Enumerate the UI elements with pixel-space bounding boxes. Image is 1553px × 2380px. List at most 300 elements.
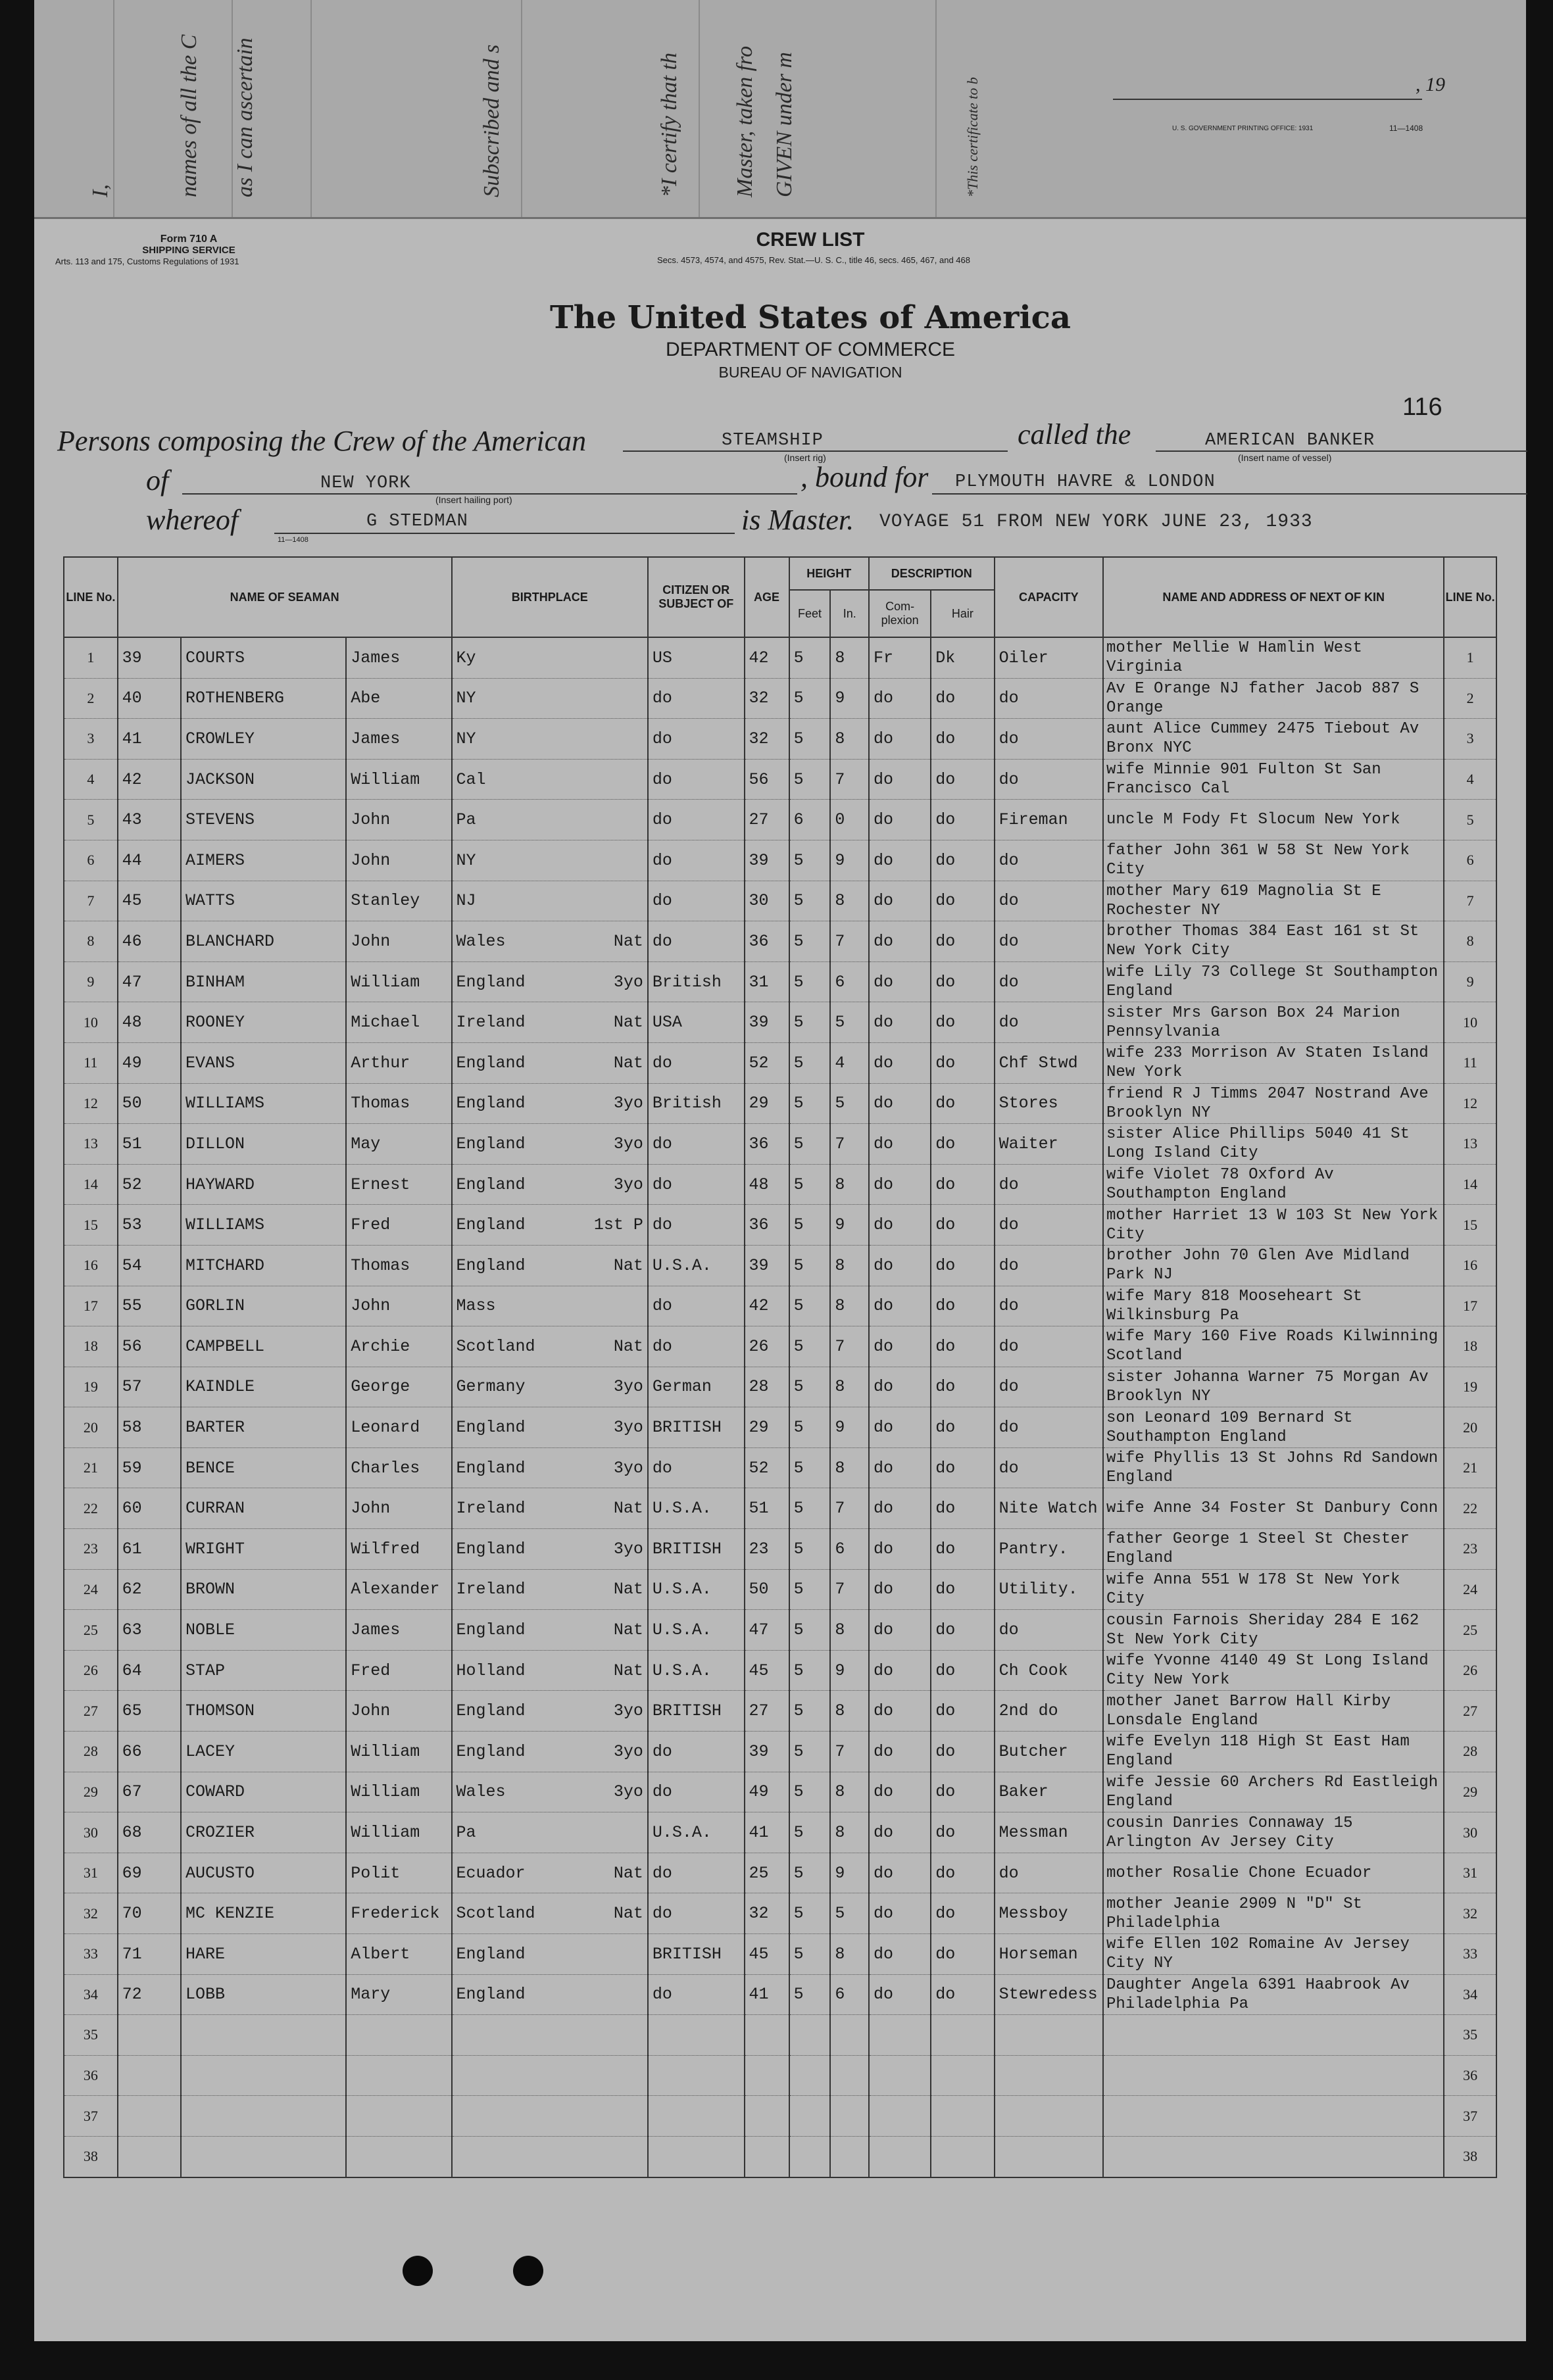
table-row (64, 881, 1496, 921)
birthplace-value: England (456, 1701, 526, 1721)
birthplace-value: Pa (456, 810, 476, 830)
birthplace (452, 1447, 648, 1488)
height-inches: 8 (830, 1286, 869, 1326)
line-number-right: 8 (1444, 921, 1496, 962)
seaman-surname: COURTS (181, 637, 346, 678)
complexion: do (869, 1488, 931, 1529)
birthplace-value: Scotland (456, 1336, 535, 1356)
citizenship: U.S.A. (648, 1245, 745, 1286)
seaman-given-name: Wilfred (346, 1529, 451, 1570)
bureau-heading: BUREAU OF NAVIGATION (718, 364, 902, 381)
citizenship: BRITISH (648, 1529, 745, 1570)
citizenship: U.S.A. (648, 1812, 745, 1853)
line-number-right: 22 (1444, 1488, 1496, 1529)
age: 42 (745, 1286, 789, 1326)
height-inches: 5 (830, 1893, 869, 1934)
height-feet: 5 (789, 1205, 831, 1246)
crew-number: 39 (118, 637, 181, 678)
age: 51 (745, 1488, 789, 1529)
flap-form-code: 11—1408 (1389, 124, 1423, 133)
table-row (64, 1367, 1496, 1407)
line-number-right: 24 (1444, 1569, 1496, 1610)
line-number-right: 33 (1444, 1934, 1496, 1975)
table-row (64, 800, 1496, 840)
capacity: do (995, 840, 1103, 881)
table-row (64, 1974, 1496, 2015)
height-feet: 5 (789, 1893, 831, 1934)
line-number-right: 2 (1444, 678, 1496, 719)
hair: do (931, 1569, 994, 1610)
line-number-right: 21 (1444, 1447, 1496, 1488)
status-note: Nat (613, 1336, 643, 1356)
seaman-surname: AUCUSTO (181, 1853, 346, 1893)
seaman-surname: WILLIAMS (181, 1083, 346, 1124)
crew-number: 56 (118, 1326, 181, 1367)
seaman-surname: CROZIER (181, 1812, 346, 1853)
height-feet (789, 2055, 831, 2096)
crew-number: 50 (118, 1083, 181, 1124)
line-number: 22 (64, 1488, 118, 1529)
line-number: 6 (64, 840, 118, 881)
line-number: 12 (64, 1083, 118, 1124)
complexion: do (869, 1691, 931, 1732)
capacity: do (995, 921, 1103, 962)
seaman-surname: ROONEY (181, 1002, 346, 1043)
seaman-surname: MITCHARD (181, 1245, 346, 1286)
citizenship: do (648, 921, 745, 962)
birthplace (452, 1407, 648, 1448)
hair: do (931, 1650, 994, 1691)
status-note: 3yo (613, 1539, 643, 1559)
table-row (64, 637, 1496, 678)
height-feet: 5 (789, 1245, 831, 1286)
age: 52 (745, 1042, 789, 1083)
height-feet: 5 (789, 1164, 831, 1205)
crew-number (118, 2136, 181, 2177)
hair: do (931, 1286, 994, 1326)
seaman-given-name: Fred (346, 1650, 451, 1691)
citizenship: US (648, 637, 745, 678)
hair: do (931, 1164, 994, 1205)
citizenship: do (648, 1042, 745, 1083)
height-inches: 9 (830, 1853, 869, 1893)
birthplace (452, 1286, 648, 1326)
height-feet: 5 (789, 1853, 831, 1893)
hair: do (931, 921, 994, 962)
seaman-given-name: John (346, 840, 451, 881)
seaman-surname: BARTER (181, 1407, 346, 1448)
birthplace (452, 1691, 648, 1732)
rig-hint: (Insert rig) (784, 452, 826, 463)
citizenship (648, 2096, 745, 2137)
flap-text: names of all the C (177, 34, 201, 197)
table-row (64, 1245, 1496, 1286)
seaman-given-name: Fred (346, 1205, 451, 1246)
complexion: do (869, 1407, 931, 1448)
birthplace-value: England (456, 1741, 526, 1761)
birthplace (452, 840, 648, 881)
capacity: do (995, 1245, 1103, 1286)
next-of-kin: sister Alice Phillips 5040 41 St Long Island City (1103, 1124, 1444, 1165)
next-of-kin: cousin Danries Connaway 15 Arlington Av Jersey City (1103, 1812, 1444, 1853)
capacity: do (995, 881, 1103, 921)
table-row (64, 719, 1496, 760)
line-number-right: 1 (1444, 637, 1496, 678)
line-number: 13 (64, 1124, 118, 1165)
capacity (995, 2096, 1103, 2137)
birthplace (452, 719, 648, 760)
line-number: 35 (64, 2015, 118, 2056)
complexion: do (869, 1245, 931, 1286)
complexion: do (869, 1974, 931, 2015)
seaman-surname: CAMPBELL (181, 1326, 346, 1367)
seaman-surname: HARE (181, 1934, 346, 1975)
flap-text: GIVEN under m (772, 52, 797, 197)
capacity: do (995, 678, 1103, 719)
status-note: Nat (613, 1661, 643, 1680)
height-inches: 8 (830, 637, 869, 678)
citizenship: do (648, 1286, 745, 1326)
birthplace (452, 2096, 648, 2137)
crew-number (118, 2015, 181, 2056)
citizenship: U.S.A. (648, 1488, 745, 1529)
persons-composing-label: Persons composing the Crew of the American (57, 425, 587, 457)
height-feet: 5 (789, 961, 831, 1002)
height-inches (830, 2055, 869, 2096)
line-number: 29 (64, 1772, 118, 1812)
flap-text: as I can ascertain (233, 37, 257, 197)
height-inches: 6 (830, 961, 869, 1002)
capacity: Oiler (995, 637, 1103, 678)
table-row (64, 1893, 1496, 1934)
next-of-kin: Av E Orange NJ father Jacob 887 S Orange (1103, 678, 1444, 719)
birthplace (452, 1245, 648, 1286)
next-of-kin: wife Phyllis 13 St Johns Rd Sandown England (1103, 1447, 1444, 1488)
next-of-kin (1103, 2096, 1444, 2137)
line-number-right: 12 (1444, 1083, 1496, 1124)
height-feet: 5 (789, 1650, 831, 1691)
complexion: do (869, 1732, 931, 1772)
line-number-right: 19 (1444, 1367, 1496, 1407)
seaman-given-name: Ernest (346, 1164, 451, 1205)
seaman-surname: THOMSON (181, 1691, 346, 1732)
birthplace-value: Mass (456, 1296, 496, 1316)
flap-rule (113, 0, 114, 217)
citizenship: do (648, 840, 745, 881)
citizenship (648, 2055, 745, 2096)
complexion: do (869, 1002, 931, 1043)
height-inches: 4 (830, 1042, 869, 1083)
line-number: 23 (64, 1529, 118, 1570)
col-name-of-seaman: NAME OF SEAMAN (118, 557, 452, 637)
height-inches: 8 (830, 1164, 869, 1205)
height-inches: 0 (830, 800, 869, 840)
line-number: 5 (64, 800, 118, 840)
seaman-given-name: Leonard (346, 1407, 451, 1448)
complexion: do (869, 961, 931, 1002)
birthplace (452, 1812, 648, 1853)
capacity: Fireman (995, 800, 1103, 840)
hair (931, 2055, 994, 2096)
line-number: 38 (64, 2136, 118, 2177)
complexion: do (869, 1610, 931, 1651)
col-next-of-kin: NAME AND ADDRESS OF NEXT OF KIN (1103, 557, 1444, 637)
line-number: 19 (64, 1367, 118, 1407)
birthplace (452, 1529, 648, 1570)
next-of-kin: sister Mrs Garson Box 24 Marion Pennsylvania (1103, 1002, 1444, 1043)
statute-reference: Secs. 4573, 4574, and 4575, Rev. Stat.—U. S. C., title 46, secs. 465, 467, and 468 (657, 255, 970, 265)
header-code: 11—1408 (278, 536, 308, 544)
next-of-kin: cousin Farnois Sheriday 284 E 162 St New York City (1103, 1610, 1444, 1651)
citizenship: do (648, 1853, 745, 1893)
line-number-right: 17 (1444, 1286, 1496, 1326)
table-row (64, 2055, 1496, 2096)
complexion: do (869, 881, 931, 921)
complexion: do (869, 1367, 931, 1407)
capacity: Nite Watch (995, 1488, 1103, 1529)
table-row (64, 759, 1496, 800)
hair: do (931, 1610, 994, 1651)
line-number-right: 16 (1444, 1245, 1496, 1286)
line-number-right: 36 (1444, 2055, 1496, 2096)
citizenship: do (648, 800, 745, 840)
height-inches: 8 (830, 1447, 869, 1488)
seaman-surname: STEVENS (181, 800, 346, 840)
complexion: do (869, 678, 931, 719)
birthplace (452, 1650, 648, 1691)
seaman-surname (181, 2096, 346, 2137)
birthplace-value: Pa (456, 1823, 476, 1843)
citizenship: do (648, 678, 745, 719)
seaman-surname: KAINDLE (181, 1367, 346, 1407)
of-label: of (146, 464, 169, 497)
hair: do (931, 1488, 994, 1529)
seaman-given-name: Archie (346, 1326, 451, 1367)
next-of-kin: wife Ellen 102 Romaine Av Jersey City NY (1103, 1934, 1444, 1975)
col-age: AGE (745, 557, 789, 637)
complexion: do (869, 921, 931, 962)
height-feet: 5 (789, 759, 831, 800)
form-service: SHIPPING SERVICE (142, 245, 235, 256)
seaman-given-name: John (346, 1286, 451, 1326)
hair: do (931, 1732, 994, 1772)
age: 49 (745, 1772, 789, 1812)
seaman-surname: LOBB (181, 1974, 346, 2015)
flap-text: Master, taken fro (733, 45, 757, 197)
line-number: 15 (64, 1205, 118, 1246)
seaman-surname: COWARD (181, 1772, 346, 1812)
line-number: 33 (64, 1934, 118, 1975)
col-citizen: CITIZEN OR SUBJECT OF (648, 557, 745, 637)
age: 31 (745, 961, 789, 1002)
birthplace-value: NJ (456, 891, 476, 911)
seaman-surname: BINHAM (181, 961, 346, 1002)
complexion: do (869, 1529, 931, 1570)
age: 32 (745, 678, 789, 719)
crew-number: 49 (118, 1042, 181, 1083)
birthplace-value: England (456, 1053, 526, 1073)
next-of-kin: wife Yvonne 4140 49 St Long Island City New York (1103, 1650, 1444, 1691)
birthplace-value: England (456, 1944, 526, 1964)
height-inches: 9 (830, 678, 869, 719)
destination-line (932, 493, 1527, 495)
line-number: 20 (64, 1407, 118, 1448)
punch-hole (513, 2256, 543, 2286)
line-number-right: 38 (1444, 2136, 1496, 2177)
citizenship: do (648, 1124, 745, 1165)
flap-rule (521, 0, 522, 217)
status-note: 3yo (613, 972, 643, 992)
capacity (995, 2015, 1103, 2056)
capacity (995, 2055, 1103, 2096)
birthplace (452, 1610, 648, 1651)
page-number: 116 (1402, 393, 1442, 421)
age: 39 (745, 1002, 789, 1043)
height-feet: 5 (789, 881, 831, 921)
col-capacity: CAPACITY (995, 557, 1103, 637)
line-number: 10 (64, 1002, 118, 1043)
capacity: Waiter (995, 1124, 1103, 1165)
citizenship: do (648, 759, 745, 800)
complexion: do (869, 1569, 931, 1610)
height-feet: 5 (789, 678, 831, 719)
age: 36 (745, 1205, 789, 1246)
rig-value: STEAMSHIP (722, 431, 824, 450)
line-number-right: 10 (1444, 1002, 1496, 1043)
hair: do (931, 1691, 994, 1732)
birthplace-value: Wales (456, 1782, 506, 1802)
line-number-right: 7 (1444, 881, 1496, 921)
next-of-kin: mother Mellie W Hamlin West Virginia (1103, 637, 1444, 678)
seaman-given-name: James (346, 637, 451, 678)
citizenship: British (648, 961, 745, 1002)
citizenship: do (648, 1205, 745, 1246)
form-number: Form 710 A (160, 233, 218, 245)
birthplace (452, 1205, 648, 1246)
status-note: Nat (613, 931, 643, 951)
complexion: do (869, 1934, 931, 1975)
seaman-given-name: William (346, 1732, 451, 1772)
complexion: do (869, 1042, 931, 1083)
complexion: do (869, 800, 931, 840)
line-number: 30 (64, 1812, 118, 1853)
height-inches: 7 (830, 759, 869, 800)
next-of-kin: mother Janet Barrow Hall Kirby Lonsdale England (1103, 1691, 1444, 1732)
age: 41 (745, 1812, 789, 1853)
height-feet: 5 (789, 1124, 831, 1165)
height-inches (830, 2136, 869, 2177)
seaman-given-name: James (346, 1610, 451, 1651)
birthplace-value: England (456, 1418, 526, 1438)
age: 32 (745, 1893, 789, 1934)
seaman-surname: CURRAN (181, 1488, 346, 1529)
birthplace (452, 961, 648, 1002)
line-number: 8 (64, 921, 118, 962)
seaman-surname: WILLIAMS (181, 1205, 346, 1246)
citizenship: British (648, 1083, 745, 1124)
height-feet: 5 (789, 1407, 831, 1448)
height-feet: 5 (789, 1974, 831, 2015)
complexion (869, 2136, 931, 2177)
col-feet: Feet (789, 590, 831, 637)
status-note: Nat (613, 1620, 643, 1640)
birthplace-value: England (456, 1539, 526, 1559)
line-number: 16 (64, 1245, 118, 1286)
crew-number: 45 (118, 881, 181, 921)
birthplace-value: Holland (456, 1661, 526, 1680)
height-inches: 8 (830, 1610, 869, 1651)
table-row (64, 1447, 1496, 1488)
seaman-surname: BLANCHARD (181, 921, 346, 962)
whereof-label: whereof (146, 504, 239, 536)
height-feet: 5 (789, 1610, 831, 1651)
birthplace (452, 1083, 648, 1124)
capacity: Butcher (995, 1732, 1103, 1772)
hair: do (931, 1934, 994, 1975)
date-suffix: , 19 (1416, 74, 1445, 95)
birthplace (452, 2136, 648, 2177)
birthplace (452, 2015, 648, 2056)
status-note: 1st P (593, 1215, 643, 1235)
age: 29 (745, 1407, 789, 1448)
birthplace (452, 1002, 648, 1043)
line-number-right: 3 (1444, 719, 1496, 760)
seaman-surname (181, 2136, 346, 2177)
line-number-right: 15 (1444, 1205, 1496, 1246)
height-inches: 7 (830, 1732, 869, 1772)
height-inches: 9 (830, 1650, 869, 1691)
next-of-kin: brother Thomas 384 East 161 st St New York City (1103, 921, 1444, 962)
seaman-given-name: William (346, 759, 451, 800)
seaman-given-name: Charles (346, 1447, 451, 1488)
crew-list-title: CREW LIST (756, 229, 865, 251)
vessel-value: AMERICAN BANKER (1205, 431, 1375, 450)
table-row (64, 1772, 1496, 1812)
status-note: 3yo (613, 1377, 643, 1397)
status-note: Nat (613, 1499, 643, 1518)
table-row (64, 921, 1496, 962)
crew-number (118, 2096, 181, 2137)
birthplace (452, 1893, 648, 1934)
table-row (64, 1853, 1496, 1893)
status-note: 3yo (613, 1741, 643, 1761)
hair: do (931, 1326, 994, 1367)
line-number-right: 34 (1444, 1974, 1496, 2015)
col-line-no: LINE No. (64, 557, 118, 637)
line-number-right: 4 (1444, 759, 1496, 800)
seaman-surname: BROWN (181, 1569, 346, 1610)
hair: do (931, 759, 994, 800)
hair: do (931, 719, 994, 760)
seaman-given-name: Thomas (346, 1245, 451, 1286)
seaman-surname: GORLIN (181, 1286, 346, 1326)
seaman-given-name: William (346, 961, 451, 1002)
department-heading: DEPARTMENT OF COMMERCE (665, 339, 956, 360)
hair: do (931, 961, 994, 1002)
birthplace-value: Ireland (456, 1013, 526, 1032)
line-number: 36 (64, 2055, 118, 2096)
height-feet (789, 2096, 831, 2137)
line-number-right: 35 (1444, 2015, 1496, 2056)
vessel-hint: (Insert name of vessel) (1238, 452, 1332, 463)
hair: do (931, 881, 994, 921)
height-feet: 5 (789, 1772, 831, 1812)
col-description: DESCRIPTION (869, 557, 995, 590)
complexion: do (869, 1853, 931, 1893)
height-inches: 9 (830, 840, 869, 881)
table-row (64, 1042, 1496, 1083)
status-note: 3yo (613, 1701, 643, 1721)
